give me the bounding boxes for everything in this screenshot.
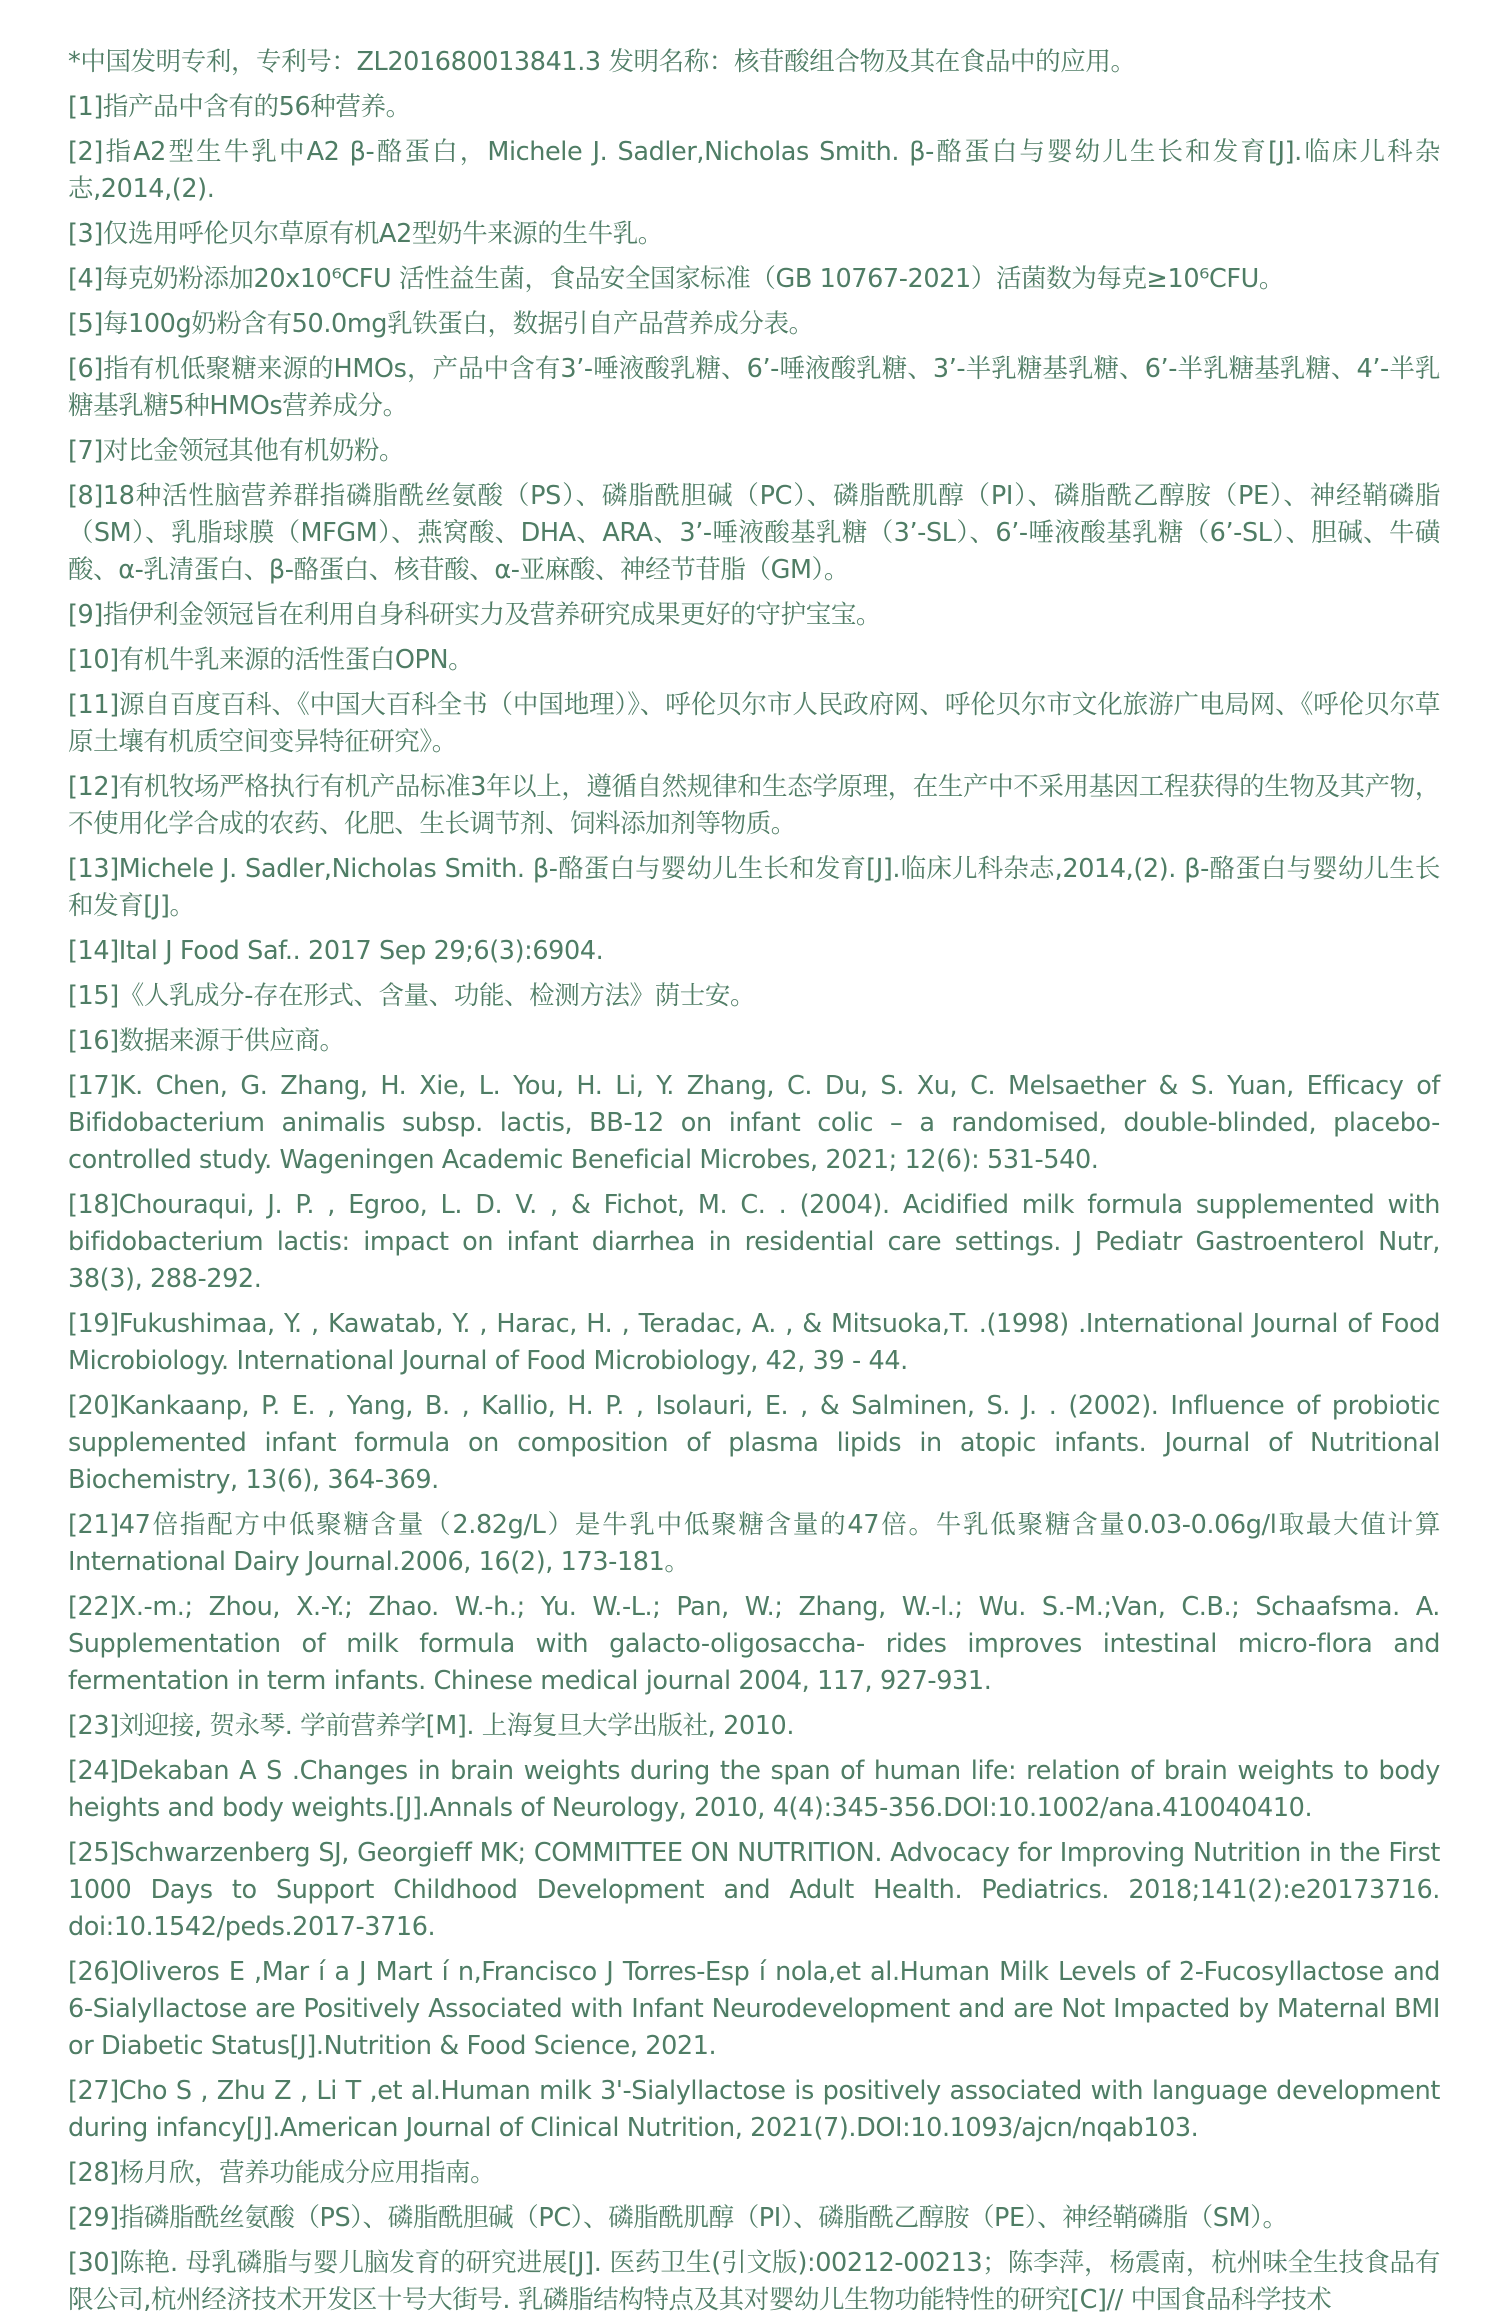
reference-note: [7]对比金领冠其他有机奶粉。 (68, 436, 405, 466)
reference-note: [29]指磷脂酰丝氨酸（PS）、磷脂酰胆碱（PC）、磷脂酰肌醇（PI）、磷脂酰乙醇胺（PE）、神经鞘磷脂（SM）。 (68, 2203, 1288, 2233)
reference-note: [30]陈艳. 母乳磷脂与婴儿脑发育的研究进展[J]. 医药卫生(引文版):00212-00213；陈李萍，杨震南，杭州味全生技食品有限公司,杭州经济技术开发区十号大街号. 乳磷脂结构特点及其对婴幼儿生物功能特性的研究[C]// 中国食品科学技术 (68, 2248, 1440, 2315)
patent-note: *中国发明专利，专利号：ZL201680013841.3 发明名称：核苷酸组合物及其在食品中的应用。 (68, 47, 1136, 77)
reference-note: [15]《人乳成分-存在形式、含量、功能、检测方法》荫士安。 (68, 981, 756, 1011)
reference-note: [28]杨月欣，营养功能成分应用指南。 (68, 2158, 496, 2188)
reference-note: [18]Chouraqui, J. P. , Egroo, L. D. V. , & Fichot, M. C. . (2004). Acidified milk formula supplemented with bifidobacterium lactis: impact on infant diarrhea in residential care settings. J Pediatr Gastroenterol Nutr, 38(3), 288-292. (68, 1190, 1440, 1294)
reference-note: [3]仅选用呼伦贝尔草原有机A2型奶牛来源的生牛乳。 (68, 219, 663, 249)
reference-note: [22]X.-m.; Zhou, X.-Y.; Zhao. W.-h.; Yu. W.-L.; Pan, W.; Zhang, W.-l.; Wu. S.-M.;Van, C.B.; Schaafsma. A. Supplementation of milk formula with galacto-oligosaccha- rides improves intestinal micro-flora and fermentation in term infants. Chinese medical journal 2004, 117, 927-931. (68, 1592, 1440, 1696)
reference-note: [21]47倍指配方中低聚糖含量（2.82g/L）是牛乳中低聚糖含量的47倍。牛乳低聚糖含量0.03-0.06g/l取最大值计算International Dairy Journal.2006, 16(2), 173-181。 (68, 1510, 1440, 1577)
reference-note: [27]Cho S , Zhu Z , Li T ,et al.Human milk 3'-Sialyllactose is positively associated with language development during infancy[J].American Journal of Clinical Nutrition, 2021(7).DOI:10.1093/ajcn/nqab103. (68, 2076, 1440, 2143)
reference-note: [25]Schwarzenberg SJ, Georgieff MK; COMMITTEE ON NUTRITION. Advocacy for Improving Nutrition in the First 1000 Days to Support Childhood Development and Adult Health. Pediatrics. 2018;141(2):e20173716. doi:10.1542/peds.2017-3716. (68, 1838, 1440, 1942)
reference-note: [9]指伊利金领冠旨在利用自身科研实力及营养研究成果更好的守护宝宝。 (68, 600, 882, 630)
reference-note: [2]指A2型生牛乳中A2 β-酪蛋白，Michele J. Sadler,Nicholas Smith. β-酪蛋白与婴幼儿生长和发育[J].临床儿科杂志,2014,(2). (68, 137, 1440, 204)
reference-note: [6]指有机低聚糖来源的HMOs，产品中含有3’-唾液酸乳糖、6’-唾液酸乳糖、3’-半乳糖基乳糖、6’-半乳糖基乳糖、4’-半乳糖基乳糖5种HMOs营养成分。 (68, 354, 1440, 421)
reference-note: [5]每100g奶粉含有50.0mg乳铁蛋白，数据引自产品营养成分表。 (68, 309, 814, 339)
reference-note: [19]Fukushimaa, Y. , Kawatab, Y. , Harac, H. , Teradac, A. , & Mitsuoka,T. .(1998) .International Journal of Food Microbiology. International Journal of Food Microbiology, 42, 39 - 44. (68, 1309, 1440, 1376)
reference-note: [4]每克奶粉添加20x10⁶CFU 活性益生菌，食品安全国家标准（GB 10767-2021）活菌数为每克≥10⁶CFU。 (68, 264, 1285, 294)
reference-note: [8]18种活性脑营养群指磷脂酰丝氨酸（PS）、磷脂酰胆碱（PC）、磷脂酰肌醇（PI）、磷脂酰乙醇胺（PE）、神经鞘磷脂（SM）、乳脂球膜（MFGM）、燕窝酸、DHA、ARA、3’-唾液酸基乳糖（3’-SL）、6’-唾液酸基乳糖（6’-SL）、胆碱、牛磺酸、α-乳清蛋白、β-酪蛋白、核苷酸、α-亚麻酸、神经节苷脂（GM）。 (68, 481, 1440, 585)
reference-note: [12]有机牧场严格执行有机产品标准3年以上，遵循自然规律和生态学原理，在生产中不采用基因工程获得的生物及其产物，不使用化学合成的农药、化肥、生长调节剂、饲料添加剂等物质。 (68, 772, 1440, 839)
reference-note: [14]Ital J Food Saf.. 2017 Sep 29;6(3):6904. (68, 936, 604, 966)
reference-note: [16]数据来源于供应商。 (68, 1026, 345, 1056)
reference-note: [23]刘迎接, 贺永琴. 学前营养学[M]. 上海复旦大学出版社, 2010. (68, 1711, 795, 1741)
reference-notes-list (68, 89, 1440, 2319)
reference-note: [24]Dekaban A S .Changes in brain weights during the span of human life: relation of brain weights to body heights and body weights.[J].Annals of Neurology, 2010, 4(4):345-356.DOI:10.1002/ana.410040410. (68, 1756, 1440, 1823)
reference-note: [13]Michele J. Sadler,Nicholas Smith. β-酪蛋白与婴幼儿生长和发育[J].临床儿科杂志,2014,(2). β-酪蛋白与婴幼儿生长和发育[J]。 (68, 854, 1440, 921)
reference-note: [10]有机牛乳来源的活性蛋白OPN。 (68, 645, 474, 675)
reference-note: [26]Oliveros E ,Mar í a J Mart í n,Francisco J Torres-Esp í nola,et al.Human Milk Levels of 2-Fucosyllactose and 6-Sialyllactose are Positively Associated with Infant Neurodevelopment and are Not Impacted by Maternal BMI or Diabetic Status[J].Nutrition & Food Science, 2021. (68, 1957, 1440, 2061)
reference-note: [11]源自百度百科、《中国大百科全书（中国地理）》、呼伦贝尔市人民政府网、呼伦贝尔市文化旅游广电局网、《呼伦贝尔草原土壤有机质空间变异特征研究》。 (68, 690, 1440, 757)
reference-note: [17]K. Chen, G. Zhang, H. Xie, L. You, H. Li, Y. Zhang, C. Du, S. Xu, C. Melsaether & S. Yuan, Efficacy of Bifidobacterium animalis subsp. lactis, BB-12 on infant colic – a randomised, double-blinded, placebo-controlled study. Wageningen Academic Beneficial Microbes, 2021; 12(6): 531-540. (68, 1071, 1440, 1175)
reference-note: [1]指产品中含有的56种营养。 (68, 92, 411, 122)
reference-note: [20]Kankaanp, P. E. , Yang, B. , Kallio, H. P. , Isolauri, E. , & Salminen, S. J. . (2002). Influence of probiotic supplemented infant formula on composition of plasma lipids in atopic infants. Journal of Nutritional Biochemistry, 13(6), 364-369. (68, 1391, 1440, 1495)
